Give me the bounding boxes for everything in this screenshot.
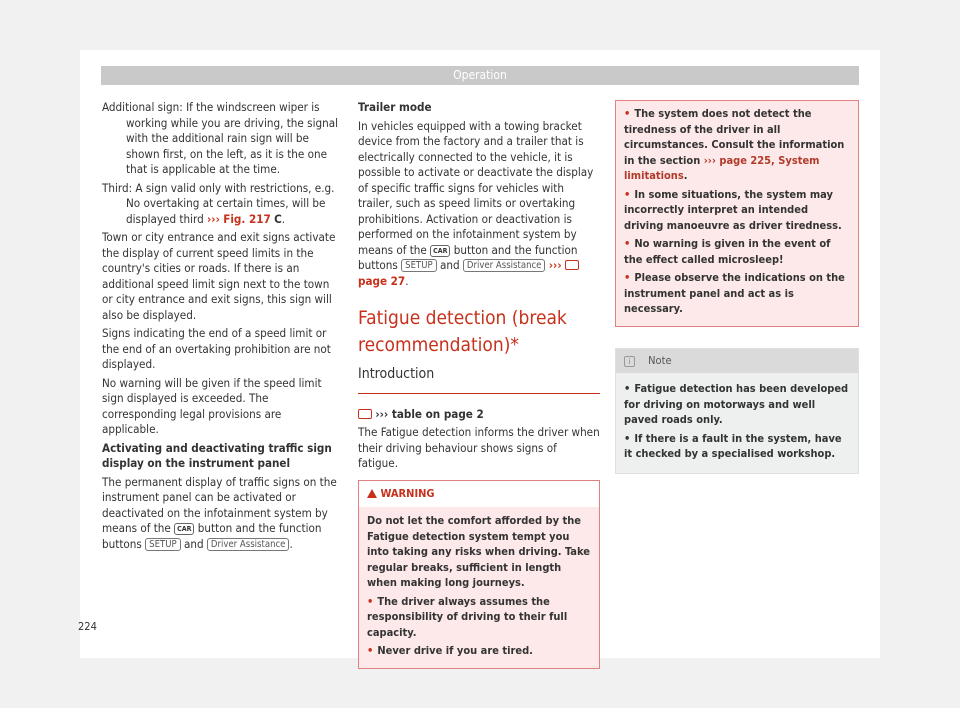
- warning-body: [616, 101, 858, 326]
- page-arrows: ›››: [548, 258, 562, 272]
- perm-text-mid: button and the function buttons: [102, 521, 322, 551]
- page-225-link[interactable]: ››› page 225, System limitations: [624, 153, 820, 182]
- warning-triangle-icon: [367, 489, 377, 498]
- driver-assistance-button-label: Driver Assistance: [207, 538, 290, 551]
- warning-bullet-text: In some situations, the system may incorrectly interpret an intended driving manoeuvre as driver tiredness.: [624, 187, 842, 232]
- fig-letter: C: [274, 211, 282, 226]
- warning-box-continued: [615, 100, 859, 327]
- warning-body: [359, 507, 599, 668]
- additional-sign-text: If the windscreen wiper is working while you are driving, the signal with the additional rain sign will be shown first, on the left, as it is the one that is applicable at the time.: [126, 100, 339, 176]
- warning-bullet-text: Please observe the indications on the instrument panel and act as is necessary.: [624, 271, 845, 315]
- note-body: [616, 373, 858, 473]
- note-bullet-text: If there is a fault in the system, have it checked by a specialised workshop.: [624, 431, 842, 460]
- note-bullet-text: Fatigue detection has been developed for driving on motorways and well paved roads only.: [624, 382, 849, 426]
- warning-bullet: [367, 643, 591, 659]
- warning-title: WARNING: [380, 486, 435, 500]
- warning-bullet-text: The system does not detect the tiredness of the driver in all circumstances. Consult the information in the section: [624, 107, 845, 167]
- end-signs-paragraph: Signs indicating the end of a speed limit or the end of an overtaking prohibition are not displayed.: [102, 326, 331, 371]
- third-item: Third: A sign valid only with restrictions, e.g. No overtaking at certain times, will be displayed third ››› Fig. 217 C.: [102, 180, 335, 226]
- fatigue-section-title: Fatigue detection (break recommendation)*: [358, 307, 567, 356]
- bullet-icon: •: [624, 431, 631, 445]
- setup-button-label: SETUP: [145, 538, 180, 551]
- section-header: Operation: [101, 66, 859, 85]
- no-warning-paragraph: No warning will be given if the speed limit sign displayed is exceeded. The corresponding legal provisions are applicable.: [102, 375, 322, 436]
- bullet-icon: •: [624, 271, 631, 284]
- warning-bullet: [624, 187, 850, 234]
- intro-paragraph: The Fatigue detection informs the driver when their driving behaviour shows signs of fatigue.: [358, 425, 600, 470]
- permanent-display-paragraph: The permanent display of traffic signs on the instrument panel can be activated or deactivated on the infotainment system by means of the CAR button and the function buttons SETUP and Driver Assistance .: [102, 474, 337, 551]
- warning-bullet: • The system does not detect the tiredness of the driver in all circumstances. Consult the information in the section ››› page 225, System limitations.: [624, 107, 845, 182]
- perm-text-start: The permanent display of traffic signs on the instrument panel can be activated or deactivated on the infotainment system by means of the: [102, 474, 337, 535]
- table-reference: [358, 407, 600, 423]
- column-middle: [358, 100, 600, 669]
- bullet-icon: •: [624, 187, 631, 201]
- bullet-icon: •: [624, 107, 631, 120]
- book-icon: [565, 260, 579, 270]
- book-icon: [358, 409, 372, 419]
- bullet-icon: •: [367, 594, 374, 608]
- fig-link[interactable]: Fig. 217: [223, 211, 271, 226]
- warning-bullet-text: Never drive if you are tired.: [377, 644, 533, 657]
- warning-bullet: [367, 594, 591, 641]
- warning-box: [358, 480, 600, 669]
- warning-bullet: [624, 236, 850, 267]
- warning-header: [359, 481, 599, 508]
- third-text: A sign valid only with restrictions, e.g. No overtaking at certain times, will be displayed third: [126, 180, 335, 226]
- and-text: and: [439, 258, 460, 272]
- trailer-text-start: In vehicles equipped with a towing bracket device from the factory and a trailer that is electrically connected to the vehicle, it is possible to activate or deactivate the display of specific traffic signs for vehicles with trailer, such as speed limits or overtaking prohibitions. Activation or deactivation is performed on the infotainment system by means of the: [358, 118, 594, 257]
- bullet-icon: •: [624, 382, 631, 395]
- fig-arrows: ›››: [207, 211, 220, 226]
- bullet-icon: •: [367, 644, 374, 657]
- column-left: [102, 100, 339, 555]
- additional-sign-item: [102, 100, 339, 178]
- third-label: Third:: [102, 180, 133, 195]
- note-bullet: [624, 381, 850, 428]
- column-right: [615, 100, 859, 474]
- activating-heading: Activating and deactivating traffic sign display on the instrument panel: [102, 440, 332, 470]
- setup-button-label: SETUP: [401, 259, 436, 272]
- warning-bullet: [624, 270, 850, 317]
- trailer-paragraph: In vehicles equipped with a towing bracket device from the factory and a trailer that is electrically connected to the vehicle, it is possible to activate or deactivate the display of specific traffic signs for vehicles with trailer, such as speed limits or overtaking prohibitions. Activation or deactivation is performed on the infotainment system by means of the CAR button and the function buttons SETUP and Driver Assistance ››› page 27.: [358, 118, 594, 288]
- info-icon: i: [624, 356, 635, 367]
- trailer-heading: Trailer mode: [358, 100, 432, 114]
- trailer-text-mid: button and the function buttons: [358, 242, 578, 272]
- car-button-icon: CAR: [430, 245, 450, 257]
- warning-text: Do not let the comfort afforded by the Fatigue detection system tempt you into taking any risks when driving. Take regular breaks, sufficient in length when making long journeys.: [367, 514, 590, 589]
- and-text: and: [183, 536, 204, 551]
- warning-bullet-text: No warning is given in the event of the effect called microsleep!: [624, 237, 831, 266]
- note-header: [616, 349, 858, 374]
- car-button-icon: CAR: [174, 523, 194, 535]
- note-title: Note: [648, 353, 672, 367]
- bullet-icon: •: [624, 237, 631, 250]
- page-number: 224: [78, 620, 97, 633]
- table-link[interactable]: ››› table on page 2: [375, 406, 484, 421]
- warning-bullet-text: The driver always assumes the responsibility of driving to their full capacity.: [367, 594, 568, 639]
- driver-assistance-button-label: Driver Assistance: [463, 259, 546, 272]
- page-27-link[interactable]: page 27: [358, 273, 406, 288]
- town-signs-paragraph: Town or city entrance and exit signs activate the display of current speed limits in the country's cities or roads. If there is an additional speed limit sign next to the town or city entrance and exit signs, this sign will also be displayed.: [102, 230, 336, 322]
- note-box: [615, 348, 859, 474]
- additional-sign-label: Additional sign:: [102, 100, 183, 114]
- introduction-subtitle: Introduction: [358, 367, 600, 394]
- note-bullet: [624, 431, 850, 462]
